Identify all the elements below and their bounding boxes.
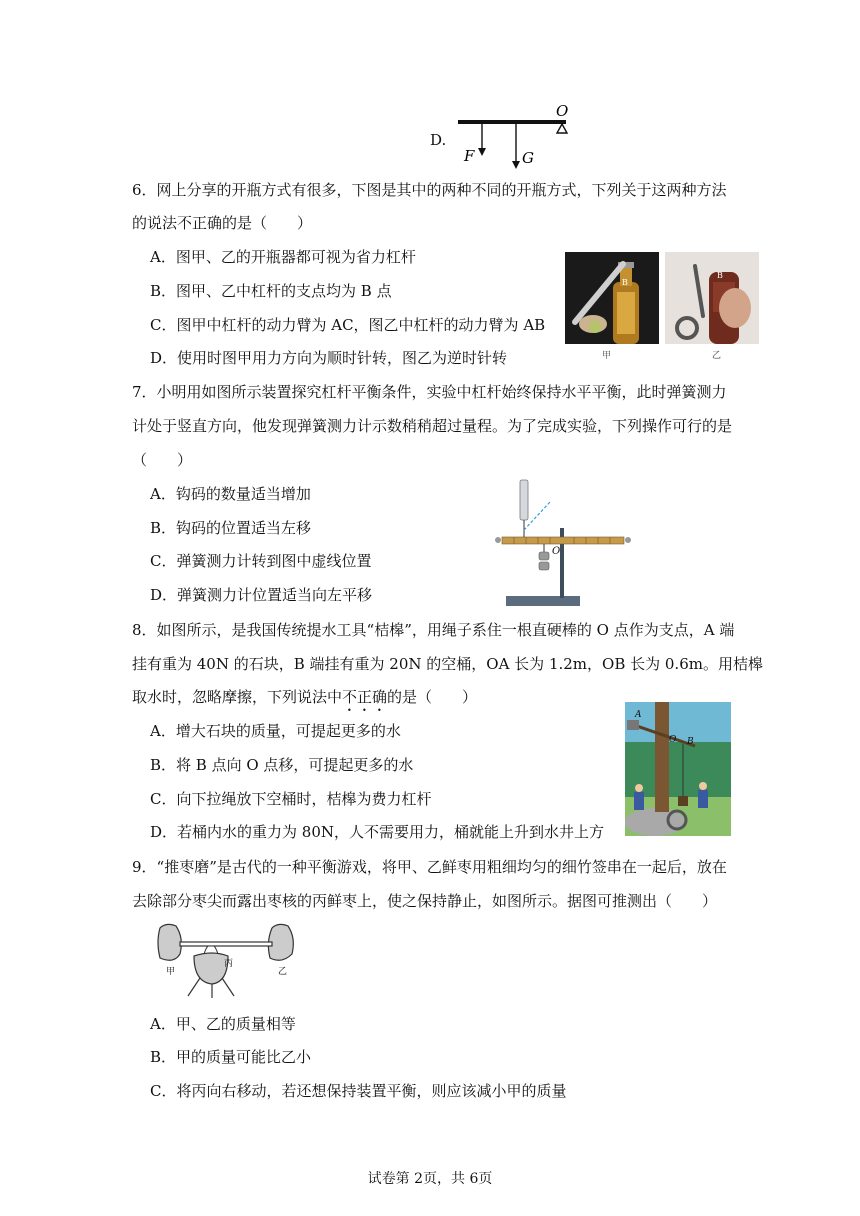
force-f-label: F bbox=[464, 147, 475, 165]
bottle-opener-photo-yi bbox=[665, 252, 759, 344]
q7-option-b[interactable]: B．钩码的位置适当左移 bbox=[150, 519, 312, 537]
svg-text:B: B bbox=[717, 271, 723, 280]
q8-stem-line2: 挂有重为 40N 的石块，B 端挂有重为 20N 的空桶，OA 长为 1.2m，OB 长为 0.6m。用桔槔 bbox=[132, 655, 763, 673]
q6-option-d[interactable]: D．使用时图甲用力方向为顺时针转，图乙为逆时针转 bbox=[150, 349, 508, 367]
photo-label-jia: 甲 bbox=[602, 351, 612, 361]
q8-option-a[interactable]: A．增大石块的质量，可提起更多的水 bbox=[150, 722, 401, 740]
well-sweep-a-label: A bbox=[635, 710, 642, 720]
q8-option-d[interactable]: D．若桶内水的重力为 80N，人不需要用力，桶就能上升到水井上方 bbox=[150, 823, 605, 841]
q9-option-a[interactable]: A．甲、乙的质量相等 bbox=[150, 1015, 296, 1033]
svg-text:B: B bbox=[622, 278, 628, 287]
option-d-label: D. bbox=[430, 131, 447, 149]
jujube-yi-label: 乙 bbox=[278, 967, 288, 977]
jujube-bing-label: 丙 bbox=[224, 959, 234, 969]
jujube-balance-diagram bbox=[152, 918, 302, 1000]
q9-stem-line2: 去除部分枣尖而露出枣核的丙鲜枣上，使之保持静止，如图所示。据图可推测出（ ） bbox=[132, 892, 718, 910]
photo-label-yi: 乙 bbox=[712, 351, 722, 361]
page-footer: 试卷第 2页，共 6页 bbox=[367, 1171, 493, 1187]
q7-stem-line1: 7．小明用如图所示装置探究杠杆平衡条件，实验中杠杆始终保持水平平衡，此时弹簧测力 bbox=[132, 383, 727, 401]
q8-option-c[interactable]: C．向下拉绳放下空桶时，桔槔为费力杠杆 bbox=[150, 790, 432, 808]
well-sweep-illustration bbox=[625, 702, 731, 836]
q6-option-c[interactable]: C．图甲中杠杆的动力臂为 AC，图乙中杠杆的动力臂为 AB bbox=[150, 316, 546, 334]
jujube-jia-label: 甲 bbox=[166, 967, 176, 977]
q6-option-b[interactable]: B．图甲、乙中杠杆的支点均为 B 点 bbox=[150, 282, 392, 300]
q8-stem-line1: 8．如图所示，是我国传统提水工具“桔槔”，用绳子系住一根直硬棒的 O 点作为支点，A 端 bbox=[132, 621, 735, 639]
q7-stem-line2: 计处于竖直方向，他发现弹簧测力计示数稍稍超过量程。为了完成实验，下列操作可行的是 bbox=[132, 417, 733, 435]
q9-option-c[interactable]: C．将丙向右移动，若还想保持装置平衡，则应该减小甲的质量 bbox=[150, 1082, 567, 1100]
q6-stem-line1: 6．网上分享的开瓶方式有很多，下图是其中的两种不同的开瓶方式，下列关于这两种方法 bbox=[132, 181, 727, 199]
q8-emphasis-text: 不正确 bbox=[342, 688, 388, 706]
q8-stem-line3 bbox=[132, 687, 477, 715]
lever-diagram-d bbox=[452, 100, 582, 172]
q7-stem-line3: （ ） bbox=[132, 451, 193, 469]
q9-stem-line1: 9．“推枣磨”是古代的一种平衡游戏，将甲、乙鲜枣用粗细均匀的细竹签串在一起后，放在 bbox=[132, 858, 727, 876]
pivot-o-label: O bbox=[556, 102, 569, 120]
apparatus-pivot-label: O bbox=[552, 546, 561, 557]
q7-option-d[interactable]: D．弹簧测力计位置适当向左平移 bbox=[150, 586, 373, 604]
bottle-opener-photo-jia bbox=[565, 252, 659, 344]
q7-option-c[interactable]: C．弹簧测力计转到图中虚线位置 bbox=[150, 552, 372, 570]
q6-option-a[interactable]: A．图甲、乙的开瓶器都可视为省力杠杆 bbox=[150, 248, 416, 266]
well-sweep-o-label: O bbox=[669, 735, 677, 745]
lever-balance-apparatus bbox=[492, 474, 632, 608]
q6-stem-line2: 的说法不正确的是（ ） bbox=[132, 214, 313, 232]
well-sweep-b-label: B bbox=[687, 737, 694, 747]
q8-stem-line3-post: 的是（ ） bbox=[387, 688, 478, 706]
q8-stem-line3-pre: 取水时，忽略摩擦，下列说法中 bbox=[132, 688, 343, 706]
force-g-label: G bbox=[522, 149, 534, 167]
q8-option-b[interactable]: B．将 B 点向 O 点移，可提起更多的水 bbox=[150, 756, 414, 774]
q7-option-a[interactable]: A．钩码的数量适当增加 bbox=[150, 485, 311, 503]
q9-option-b[interactable]: B．甲的质量可能比乙小 bbox=[150, 1048, 312, 1066]
